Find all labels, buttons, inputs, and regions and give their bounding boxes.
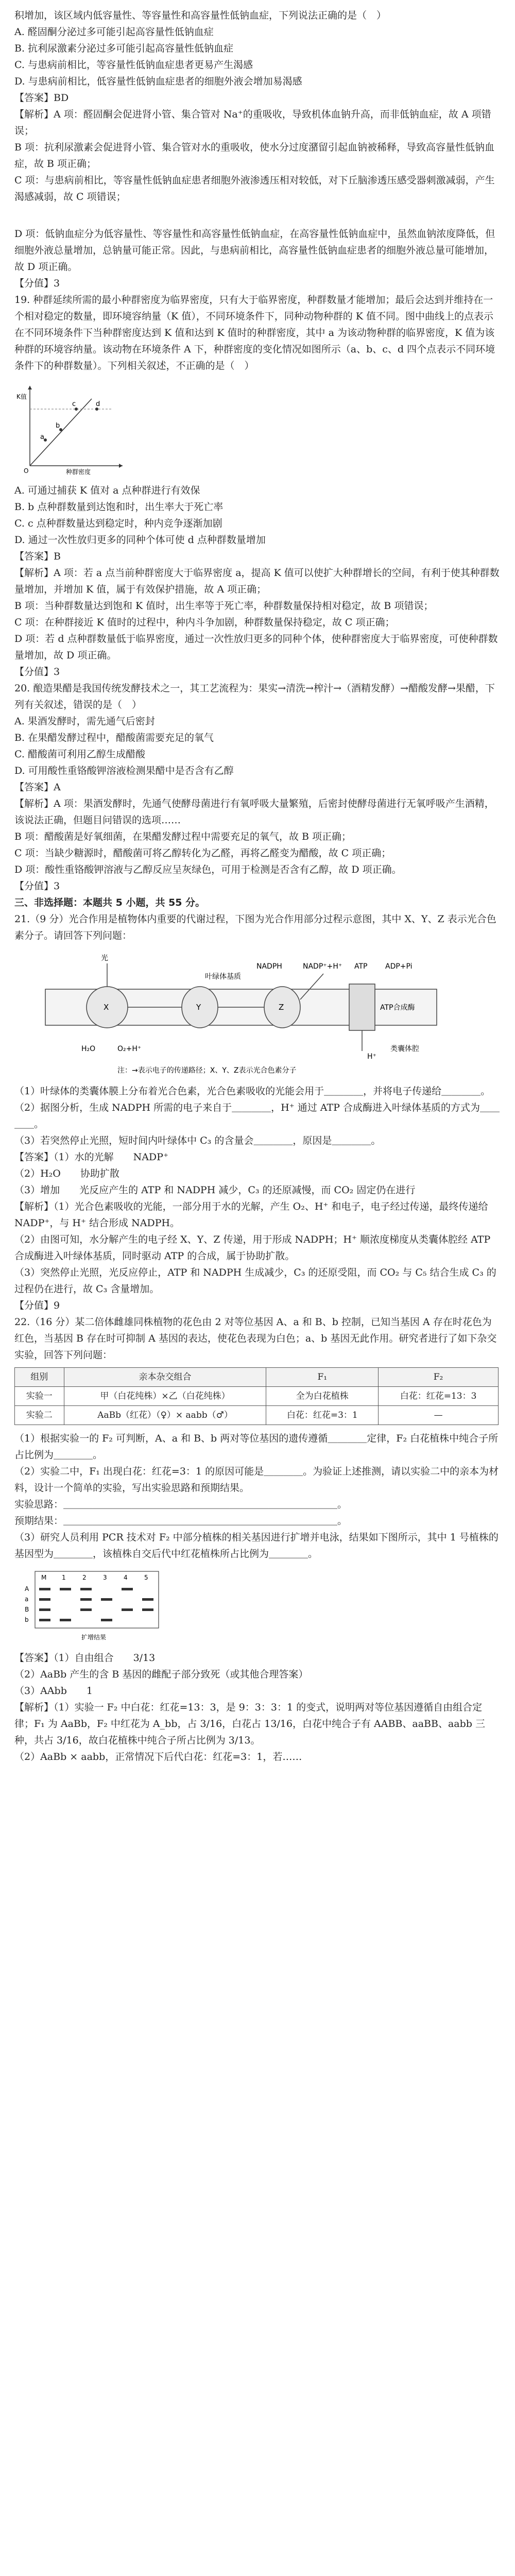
fig-label-water: H₂O [81,1045,96,1053]
y-axis-label: K值 [16,393,27,400]
explanation-line: 【解析】（1）光合色素吸收的光能，一部分用于水的光解，产生 O₂、H⁺ 和电子，电子经过传递，最终传递给 NADP⁺，与 H⁺ 结合形成 NADPH。 [14,1201,491,1229]
table-header: F₂ [379,1368,499,1387]
answer-label: 【答案】（1）自由组合 3/13 [14,1652,156,1664]
x-axis-arrow [119,464,123,468]
question-block-20 [14,680,501,894]
question-stem: 21.（9 分）光合作用是植物体内重要的代谢过程，下图为光合作用部分过程示意图，其中 X、Y、Z 表示光合色素分子。请回答下列问题： [14,913,496,941]
table-row [15,1406,499,1425]
fig-label-z: Z [279,1003,284,1012]
table-header: F₁ [266,1368,379,1387]
gel-electrophoresis-figure [14,1566,169,1643]
option-d: D. 与患病前相比，低容量性低钠血症患者的细胞外液会增加易渴感 [14,76,302,87]
band [142,1598,153,1601]
question-part: （3）研究人员利用 PCR 技术对 F₂ 中部分植株的相关基因进行扩增并电泳，结果如下图所示，其中 1 号植株的基因型为＿＿＿＿，该植株自交后代中红花植株所占比例为＿＿＿＿。 [14,1532,499,1560]
lane-label: 1 [62,1574,66,1581]
band [60,1619,71,1621]
band [101,1598,112,1601]
point-label-a: a [40,433,44,441]
atp-synthase [349,984,375,1030]
table-cell: — [379,1406,499,1425]
explanation-line: 【解析】A 项：若 a 点当前种群密度大于临界密度 a，提高 K 值可以使扩大种群增长的空间，有利于使其种群数量增加，并增加 K 值，属于有效保护措施，故 A 项正确； [14,567,500,595]
table-row [15,1387,499,1406]
question-part: （1）叶绿体的类囊体膜上分布着光合色素，光合色素吸收的光能会用于＿＿＿＿，并将电子传递给＿＿＿＿。 [14,1086,491,1097]
question-block-22 [14,1314,501,1765]
question-block-19 [14,292,501,680]
answer-label: 【答案】B [14,551,61,562]
answer-line: （2）H₂O 协助扩散 [14,1168,119,1179]
gel-caption: 扩增结果 [81,1634,107,1641]
table-cell: 白花：红花=13：3 [379,1387,499,1406]
explanation-line: D 项：酸性重铬酸钾溶液与乙醇反应呈灰绿色，可用于检测是否含有乙醇，故 D 项正确。 [14,864,402,875]
option-c: C. 与患病前相比，等容量性低钠血症患者更易产生渴感 [14,59,253,71]
band [122,1588,133,1590]
row-label: B [25,1606,29,1613]
table-cell: 甲（白花纯株）×乙（白花纯株） [64,1387,266,1406]
explanation-line: B 项：醋酸菌是好氧细菌，在果醋发酵过程中需要充足的氧气，故 B 项正确； [14,831,352,842]
score-label: 【分值】3 [14,880,60,892]
fig-label-atp-synthase: ATP合成酶 [380,1004,415,1012]
explanation-line: C 项：与患病前相比，等容量性低钠血症患者细胞外液渗透压相对较低，对下丘脑渗透压感受器刺激减弱，产生渴感减弱，故 C 项错误； [14,175,495,202]
answer-line: （2）AaBb 产生的含 B 基因的雌配子部分致死（或其他合理答案） [14,1669,308,1680]
question-part: （1）根据实验一的 F₂ 可判断，A、a 和 B、b 两对等位基因的遗传遵循＿＿＿＿定律，F₂ 白花植株中纯合子所占比例为＿＿＿＿。 [14,1433,499,1461]
option-c: C. 醋酸菌可利用乙醇生成醋酸 [14,749,145,760]
fig-label-x: X [104,1003,109,1012]
explanation-line: （2）AaBb × aabb，正常情况下后代白花：红花=3：1，若…… [14,1751,302,1762]
explanation-line: D 项：低钠血症分为低容量性、等容量性和高容量性低钠血症，在高容量性低钠血症中，虽然血钠浓度降低，但细胞外液总量增加，总钠量可能正常。因此，与患病前相比，高容量性低钠血症患者的细胞外液总量可能增加，故 D 项正确。 [14,228,495,273]
score-label: 【分值】9 [14,1300,60,1311]
band [101,1619,112,1621]
question-stem: 22.（16 分）某二倍体雌雄同株植物的花色由 2 对等位基因 A、a 和 B、b 控制，已知当基因 A 存在时花色为红色，当基因 B 存在时可抑制 A 基因的表达，使花色表现为白色；a、b 基因无此作用。研究者进行了如下杂交实验，回答下列问题： [14,1316,497,1361]
question-part: （2）实验二中，F₁ 出现白花：红花=3：1 的原因可能是＿＿＿＿。为验证上述推测，请以实验二中的亲本为材料，设计一个简单的实验，写出实验思路和预期结果。 [14,1466,499,1494]
x-axis-label: 种群密度 [66,468,91,476]
table-cell: 全为白花植株 [266,1387,379,1406]
band [39,1598,50,1601]
question-block-1 [14,7,501,292]
option-d: D. 可用酸性重铬酸钾溶液检测果醋中是否含有乙醇 [14,765,234,776]
band [122,1608,133,1611]
point-label-b: b [56,422,60,430]
option-b: B. 抗利尿激素分泌过多可能引起高容量性低钠血症 [14,43,234,54]
answer-label: 【答案】（1）水的光解 NADP⁺ [14,1151,168,1163]
gel-frame [35,1571,159,1628]
row-label: a [25,1596,29,1603]
explanation-line: 【解析】（1）实验一 F₂ 中白花：红花=13：3，是 9：3：3：1 的变式，说明两对等位基因遵循自由组合定律；F₁ 为 AaBb，F₂ 中红花为 A_bb，占 3/16，白花占 13/16，白花中纯合子有 AABB、aaBB、aabb 三种，共占 3/16，故白花植株中纯合子所占比例为 3/13。 [14,1702,485,1746]
band [80,1598,92,1601]
fig-label-nadp: NADP⁺+H⁺ [303,962,342,971]
table-header: 组别 [15,1368,64,1387]
explanation-line: （2）由图可知，水分解产生的电子经 X、Y、Z 传递，用于形成 NADPH；H⁺ 顺浓度梯度从类囊体腔经 ATP 合成酶进入叶绿体基质，同时驱动 ATP 的合成，属于协助扩散。 [14,1234,494,1262]
explanation-line: C 项：当缺少糖源时，醋酸菌可将乙醇转化为乙醛，再将乙醛变为醋酸，故 C 项正确； [14,848,391,859]
band [80,1588,92,1590]
table-header: 亲本杂交组合 [64,1368,266,1387]
fig-label-nadph: NADPH [256,962,282,971]
option-c: C. c 点种群数量达到稳定时，种内竞争逐渐加剧 [14,518,222,529]
question-part: （2）据图分析，生成 NADPH 所需的电子来自于＿＿＿＿，H⁺ 通过 ATP 合成酶进入叶绿体基质的方式为＿＿＿＿。 [14,1102,500,1130]
fig-label-y: Y [196,1003,201,1012]
fig-label-oxygen: O₂+H⁺ [117,1045,142,1053]
question-part: （3）若突然停止光照，短时间内叶绿体中 C₃ 的含量会＿＿＿＿，原因是＿＿＿＿。 [14,1135,381,1146]
explanation-line: 【解析】A 项：果酒发酵时，先通气使酵母菌进行有氧呼吸大量繁殖，后密封使酵母菌进行无氧呼吸产生酒精，该说法正确，但题目问错误的选项…… [14,798,494,826]
fig-label-light: 光 [101,954,108,962]
option-b: B. 在果醋发酵过程中，醋酸菌需要充足的氧气 [14,732,214,743]
question-stem: 20. 酿造果醋是我国传统发酵技术之一，其工艺流程为：果实→清洗→榨汁→（酒精发酵）→醋酸发酵→果醋，下列有关叙述，错误的是（ ） [14,683,495,710]
explanation-line: B 项：当种群数量达到饱和 K 值时，出生率等于死亡率，种群数量保持相对稳定，故 B 项错误； [14,600,434,612]
band [60,1588,71,1590]
point-label-c: c [72,400,76,408]
answer-line: （3）增加 光反应产生的 ATP 和 NADPH 减少，C₃ 的还原减慢，而 CO₂ 固定仍在进行 [14,1184,416,1196]
option-d: D. 通过一次性放归更多的同种个体可使 d 点种群数量增加 [14,534,266,546]
y-axis-arrow [28,386,32,389]
score-label: 【分值】3 [14,278,60,289]
explanation-line: 【解析】A 项：醛固酮会促进肾小管、集合管对 Na⁺的重吸收，导致机体血钠升高，而非低钠血症，故 A 项错误； [14,109,491,137]
table-cell: AaBb（红花）（♀）× aabb（♂） [64,1406,266,1425]
origin-label: O [24,467,29,474]
fig-label-atp: ATP [354,962,368,971]
population-density-figure [14,378,128,476]
row-label: b [25,1616,29,1623]
answer-label: 【答案】A [14,782,61,793]
fig-caption: 注：→表示电子的传递路径；X、Y、Z表示光合色素分子 [117,1066,297,1075]
question-stem: 19. 种群延续所需的最小种群密度为临界密度，只有大于临界密度，种群数量才能增加；最后会达到并维持在一个相对稳定的数量，即环境容纳量（K 值），不同环境条件下，同种动物种群的 K 值不同。图中曲线上的点表示在不同环境条件下当种群密度达到 K 值和达到 K 值时的种群密度，其中 a 为该动物种群的临界密度，K 值为该种群的环境容纳量。该动物在环境条件 A 下，种群密度的变化情况如图所示（a、b、c、d 四个点表示不同环境条件下的种群数量）。下列相关叙述，不正确的是（ ） [14,294,495,371]
point-label-d: d [96,400,100,408]
photosynthesis-figure [14,948,478,1077]
table-cell: 实验二 [15,1406,64,1425]
band [80,1608,92,1611]
question-part: 实验思路：＿＿＿＿＿＿＿＿＿＿＿＿＿＿＿＿＿＿＿＿＿＿＿＿＿＿＿＿。 [14,1499,348,1510]
lane-label: 3 [103,1574,107,1581]
explanation-line: （3）突然停止光照，光反应停止，ATP 和 NADPH 生成减少，C₃ 的还原受阻，而 CO₂ 与 C₅ 结合生成 C₃ 的过程仍在进行，故 C₃ 含量增加。 [14,1267,496,1295]
fig-label-adp: ADP+Pi [385,962,413,971]
question-part: 预期结果：＿＿＿＿＿＿＿＿＿＿＿＿＿＿＿＿＿＿＿＿＿＿＿＿＿＿＿＿。 [14,1515,348,1527]
explanation-line: B 项：抗利尿激素会促进肾小管、集合管对水的重吸收，使水分过度潴留引起血钠被稀释，导致高容量性低钠血症，故 B 项正确； [14,142,495,170]
table-cell: 实验一 [15,1387,64,1406]
answer-label: 【答案】BD [14,92,69,104]
lane-label: 5 [144,1574,148,1581]
lane-label: 2 [82,1574,87,1581]
fig-label-stroma: 叶绿体基质 [205,973,241,981]
band [39,1619,50,1621]
explanation-line: D 项：若 d 点种群数量低于临界密度，通过一次性放归更多的同种个体，使种群密度大于临界密度，可使种群数量增加，故 D 项正确。 [14,633,498,661]
lane-label: M [41,1574,47,1581]
option-a: A. 醛固酮分泌过多可能引起高容量性低钠血症 [14,26,214,38]
fig-label-lumen: 类囊体腔 [390,1045,419,1053]
row-label: A [25,1585,29,1592]
fig-label-proton: H⁺ [367,1053,376,1061]
band [39,1588,50,1590]
option-a: A. 可通过捕获 K 值对 a 点种群进行有效保 [14,485,200,496]
answer-line: （3）AAbb 1 [14,1685,93,1697]
question-block-21 [14,911,501,1314]
lane-label: 4 [124,1574,128,1581]
experiment-table [14,1367,499,1425]
question-stem: 积增加，该区域内低容量性、等容量性和高容量性低钠血症，下列说法正确的是（ ） [14,10,387,21]
band [142,1608,153,1611]
section-title: 三、非选择题：本题共 5 小题，共 55 分。 [14,897,205,908]
option-b: B. b 点种群数量到达饱和时，出生率大于死亡率 [14,501,224,513]
table-cell: 白花：红花=3：1 [266,1406,379,1425]
score-label: 【分值】3 [14,666,60,677]
explanation-line: C 项：在种群接近 K 值时的过程中，种内斗争加剧，种群数量保持稳定，故 C 项正确； [14,617,395,628]
option-a: A. 果酒发酵时，需先通气后密封 [14,716,155,727]
band [39,1608,50,1611]
